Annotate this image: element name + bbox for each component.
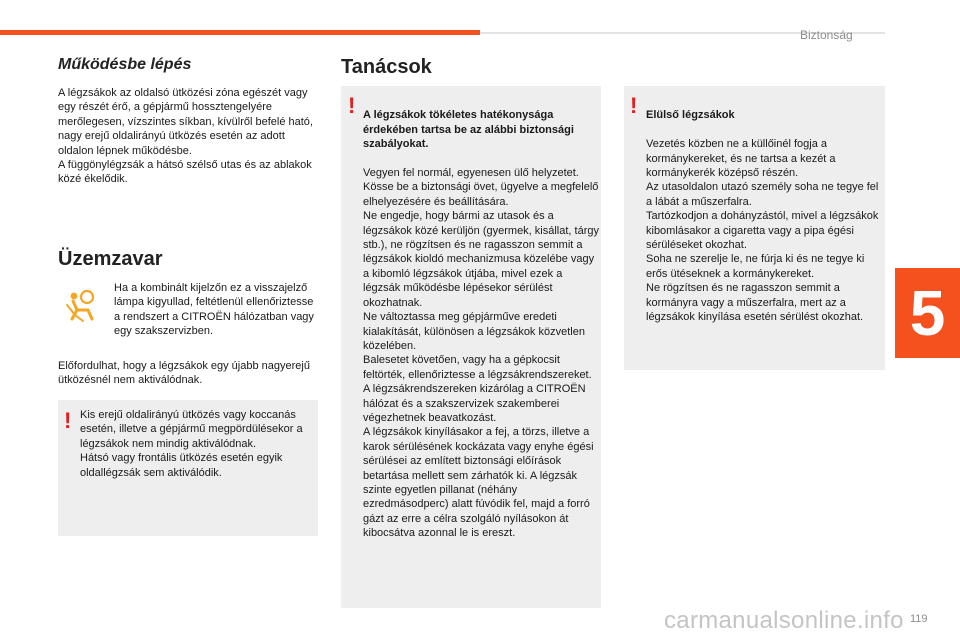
tips-title: Tanácsok xyxy=(341,56,432,78)
watermark: carmanualsonline.info xyxy=(664,607,904,634)
header-accent-bar xyxy=(0,30,480,35)
front-airbags-heading: Elülső légzsákok xyxy=(646,109,735,122)
chapter-tab xyxy=(895,268,960,358)
chapter-number: 5 xyxy=(909,277,946,349)
note-box-text: Kis erejű oldalirányú ütközés vagy koccanás esetén, illetve a gépjármű megpördülésekor a légzsákok nem mindig aktiválódnak. Hátsó vagy frontális ütközés esetén egyik oldallégzsák sem aktiválódik. xyxy=(80,409,303,479)
activation-text: A légzsákok az oldalsó ütközési zóna egészét vagy egy részét érő, a gépjármű hossztengelyére merőlegesen, vízszintes síkban, kívülről befelé ható, nagy erejű oldalirányú ütközés esetén az adott oldalon lépnek működésbe. A függönylégzsák a hátsó szélső utas és az ablakok közé ékelődik. xyxy=(58,87,313,186)
section-label: Biztonság xyxy=(800,28,853,42)
tips-box-heading: A légzsákok tökéletes hatékonysága érdekében tartsa be az alábbi biztonsági szabályokat. xyxy=(363,109,574,151)
front-airbags-box xyxy=(624,86,885,370)
tips-box xyxy=(341,86,601,608)
warning-exclamation-icon: ! xyxy=(630,93,638,118)
note-box xyxy=(58,400,318,536)
activation-title: Működésbe lépés xyxy=(58,56,192,73)
warning-exclamation-icon: ! xyxy=(348,93,356,118)
front-airbags-text: Vezetés közben ne a küllőinél fogja a kormánykereket, és ne tartsa a kezét a kormánykerék középső részén. Az utasoldalon utazó személy soha ne tegye fel a lábát a műszerfalra. Tartózkodjon a dohányzástól, mivel a légzsákok kibomlásakor a cigaretta vagy a pipa égési sérüléseket okozhat. Soha ne szerelje le, ne fúrja ki és ne tegye ki erős ütéseknek a kormánykereket. Ne rögzítsen és ne ragasszon semmit a kormányra vagy a műszerfalra, mert az a légzsákok kinyílása esetén sérülést okozhat. xyxy=(646,138,879,324)
tips-box-text: Vegyen fel normál, egyenesen ülő helyzetet. Kösse be a biztonsági övet, ügyelve a megfelelő elhelyezésére és beállítására. Ne engedje, hogy bármi az utasok és a légzsákok közé kerüljön (gyermek, kisállat, tárgy stb.), ne rögzítsen és ne ragasszon semmit a légzsákok kioldó mechanizmusa közelébe vagy a kibomló légzsákok útjába, mivel ezek a légzsák működésbe lépésekor sérülést okozhatnak. Ne változtassa meg gépjárműve eredeti kialakítását, különösen a légzsákok közvetlen közelében. Balesetet követően, vagy ha a gépkocsit feltörték, ellenőriztesse a légzsákrendszereket. A légzsákrendszereken kizárólag a CITROËN hálózat és a szakszervizek szakemberei végezhetnek beavatkozást. A légzsákok kinyílásakor a fej, a törzs, illetve a karok sérülésének kockázata vagy enyhe égési sérülései az említett biztonsági előírások betartása mellett sem zárhatók ki. A légzsák szinte egyetlen pillanat (néhány ezredmásodperc) alatt fúvódik fel, majd a forró gázt az erre a célra szolgáló nyílásokon át kibocsátva azonnal le is ereszt. xyxy=(363,167,599,540)
page-number: 119 xyxy=(910,613,928,625)
malfunction-title: Üzemzavar xyxy=(58,248,163,270)
airbag-warning-lamp-icon xyxy=(64,288,100,324)
malfunction-text: Előfordulhat, hogy a légzsákok egy újabb nagyerejű ütközésnél nem aktiválódnak. xyxy=(58,360,310,387)
warning-exclamation-icon: ! xyxy=(64,408,72,433)
warning-lamp-text: Ha a kombinált kijelzőn ez a visszajelző lámpa kigyullad, feltétlenül ellenőriztesse a rendszert a CITROËN hálózatban vagy egy szakszervizben. xyxy=(114,282,314,338)
